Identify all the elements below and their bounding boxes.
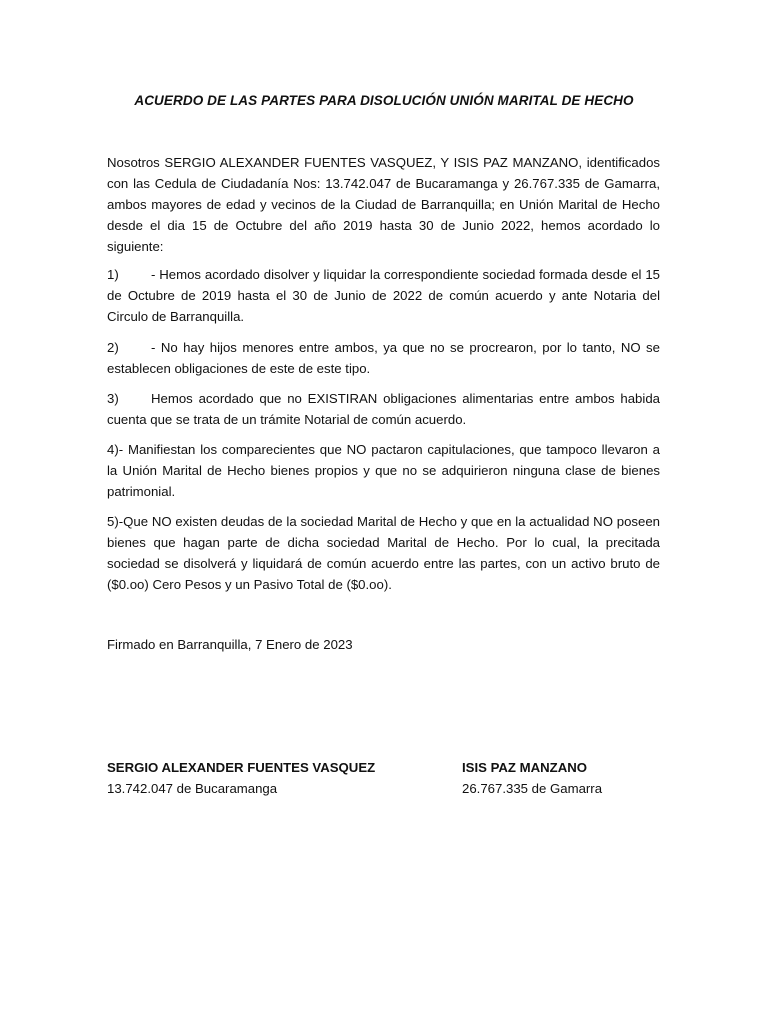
signatory-id: 13.742.047 de Bucaramanga bbox=[107, 781, 278, 796]
clause-5 bbox=[107, 511, 660, 595]
clause-text: - Hemos acordado disolver y liquidar la correspondiente sociedad formada desde el 15 de Octubre de 2019 hasta el 30 de Junio de 2022 de común acuerdo y ante Notaria del Circulo de Barranquilla. bbox=[107, 267, 660, 324]
intro-paragraph: Nosotros SERGIO ALEXANDER FUENTES VASQUEZ, Y ISIS PAZ MANZANO, identificados con las Cedula de Ciudadanía Nos: 13.742.047 de Bucaramanga y 26.767.335 de Gamarra, ambos mayores de edad y vecinos de la Ciudad de Barranquilla; en Unión Marital de Hecho desde el dia 15 de Octubre del año 2019 hasta 30 de Junio 2022, hemos acordado lo siguiente: bbox=[107, 155, 660, 254]
clause-2 bbox=[107, 337, 660, 379]
clause-text: Que NO existen deudas de la sociedad Marital de Hecho y que en la actualidad NO poseen bienes que hagan parte de dicha sociedad Marital de Hecho. Por lo cual, la precitada sociedad se disolverá y liquidará de común acuerdo entre las partes, con un activo bruto de ($0.oo) Cero Pesos y un Pasivo Total de ($0.oo). bbox=[107, 514, 660, 592]
clause-text: - No hay hijos menores entre ambos, ya que no se procrearon, por lo tanto, NO se establecen obligaciones de este de este tipo. bbox=[107, 340, 660, 376]
signatory-name: ISIS PAZ MANZANO bbox=[462, 760, 588, 775]
clause-number: 5)- bbox=[107, 514, 124, 529]
clause-text: Hemos acordado que no EXISTIRAN obligaciones alimentarias entre ambos habida cuenta que se trata de un trámite Notarial de común acuerdo. bbox=[107, 391, 660, 427]
signature-block-2 bbox=[462, 757, 602, 799]
clause-number: 4)- bbox=[107, 442, 124, 457]
clause-4 bbox=[107, 439, 660, 502]
signature-block-1 bbox=[107, 757, 375, 799]
signed-place-date: Firmado en Barranquilla, 7 Enero de 2023 bbox=[107, 637, 353, 652]
clause-text: Manifiestan los comparecientes que NO pactaron capitulaciones, que tampoco llevaron a la Unión Marital de Hecho bienes propios y que no se adquirieron ninguna clase de bienes patrimonial. bbox=[107, 442, 660, 499]
document-title: ACUERDO DE LAS PARTES PARA DISOLUCIÓN UNIÓN MARITAL DE HECHO bbox=[134, 93, 634, 108]
clause-number: 2) bbox=[107, 340, 119, 355]
clause-number: 1) bbox=[107, 267, 119, 282]
clause-1 bbox=[107, 264, 660, 327]
signatory-name: SERGIO ALEXANDER FUENTES VASQUEZ bbox=[107, 760, 376, 775]
clause-number: 3) bbox=[107, 391, 119, 406]
signatory-id: 26.767.335 de Gamarra bbox=[462, 781, 603, 796]
clause-3 bbox=[107, 388, 660, 430]
